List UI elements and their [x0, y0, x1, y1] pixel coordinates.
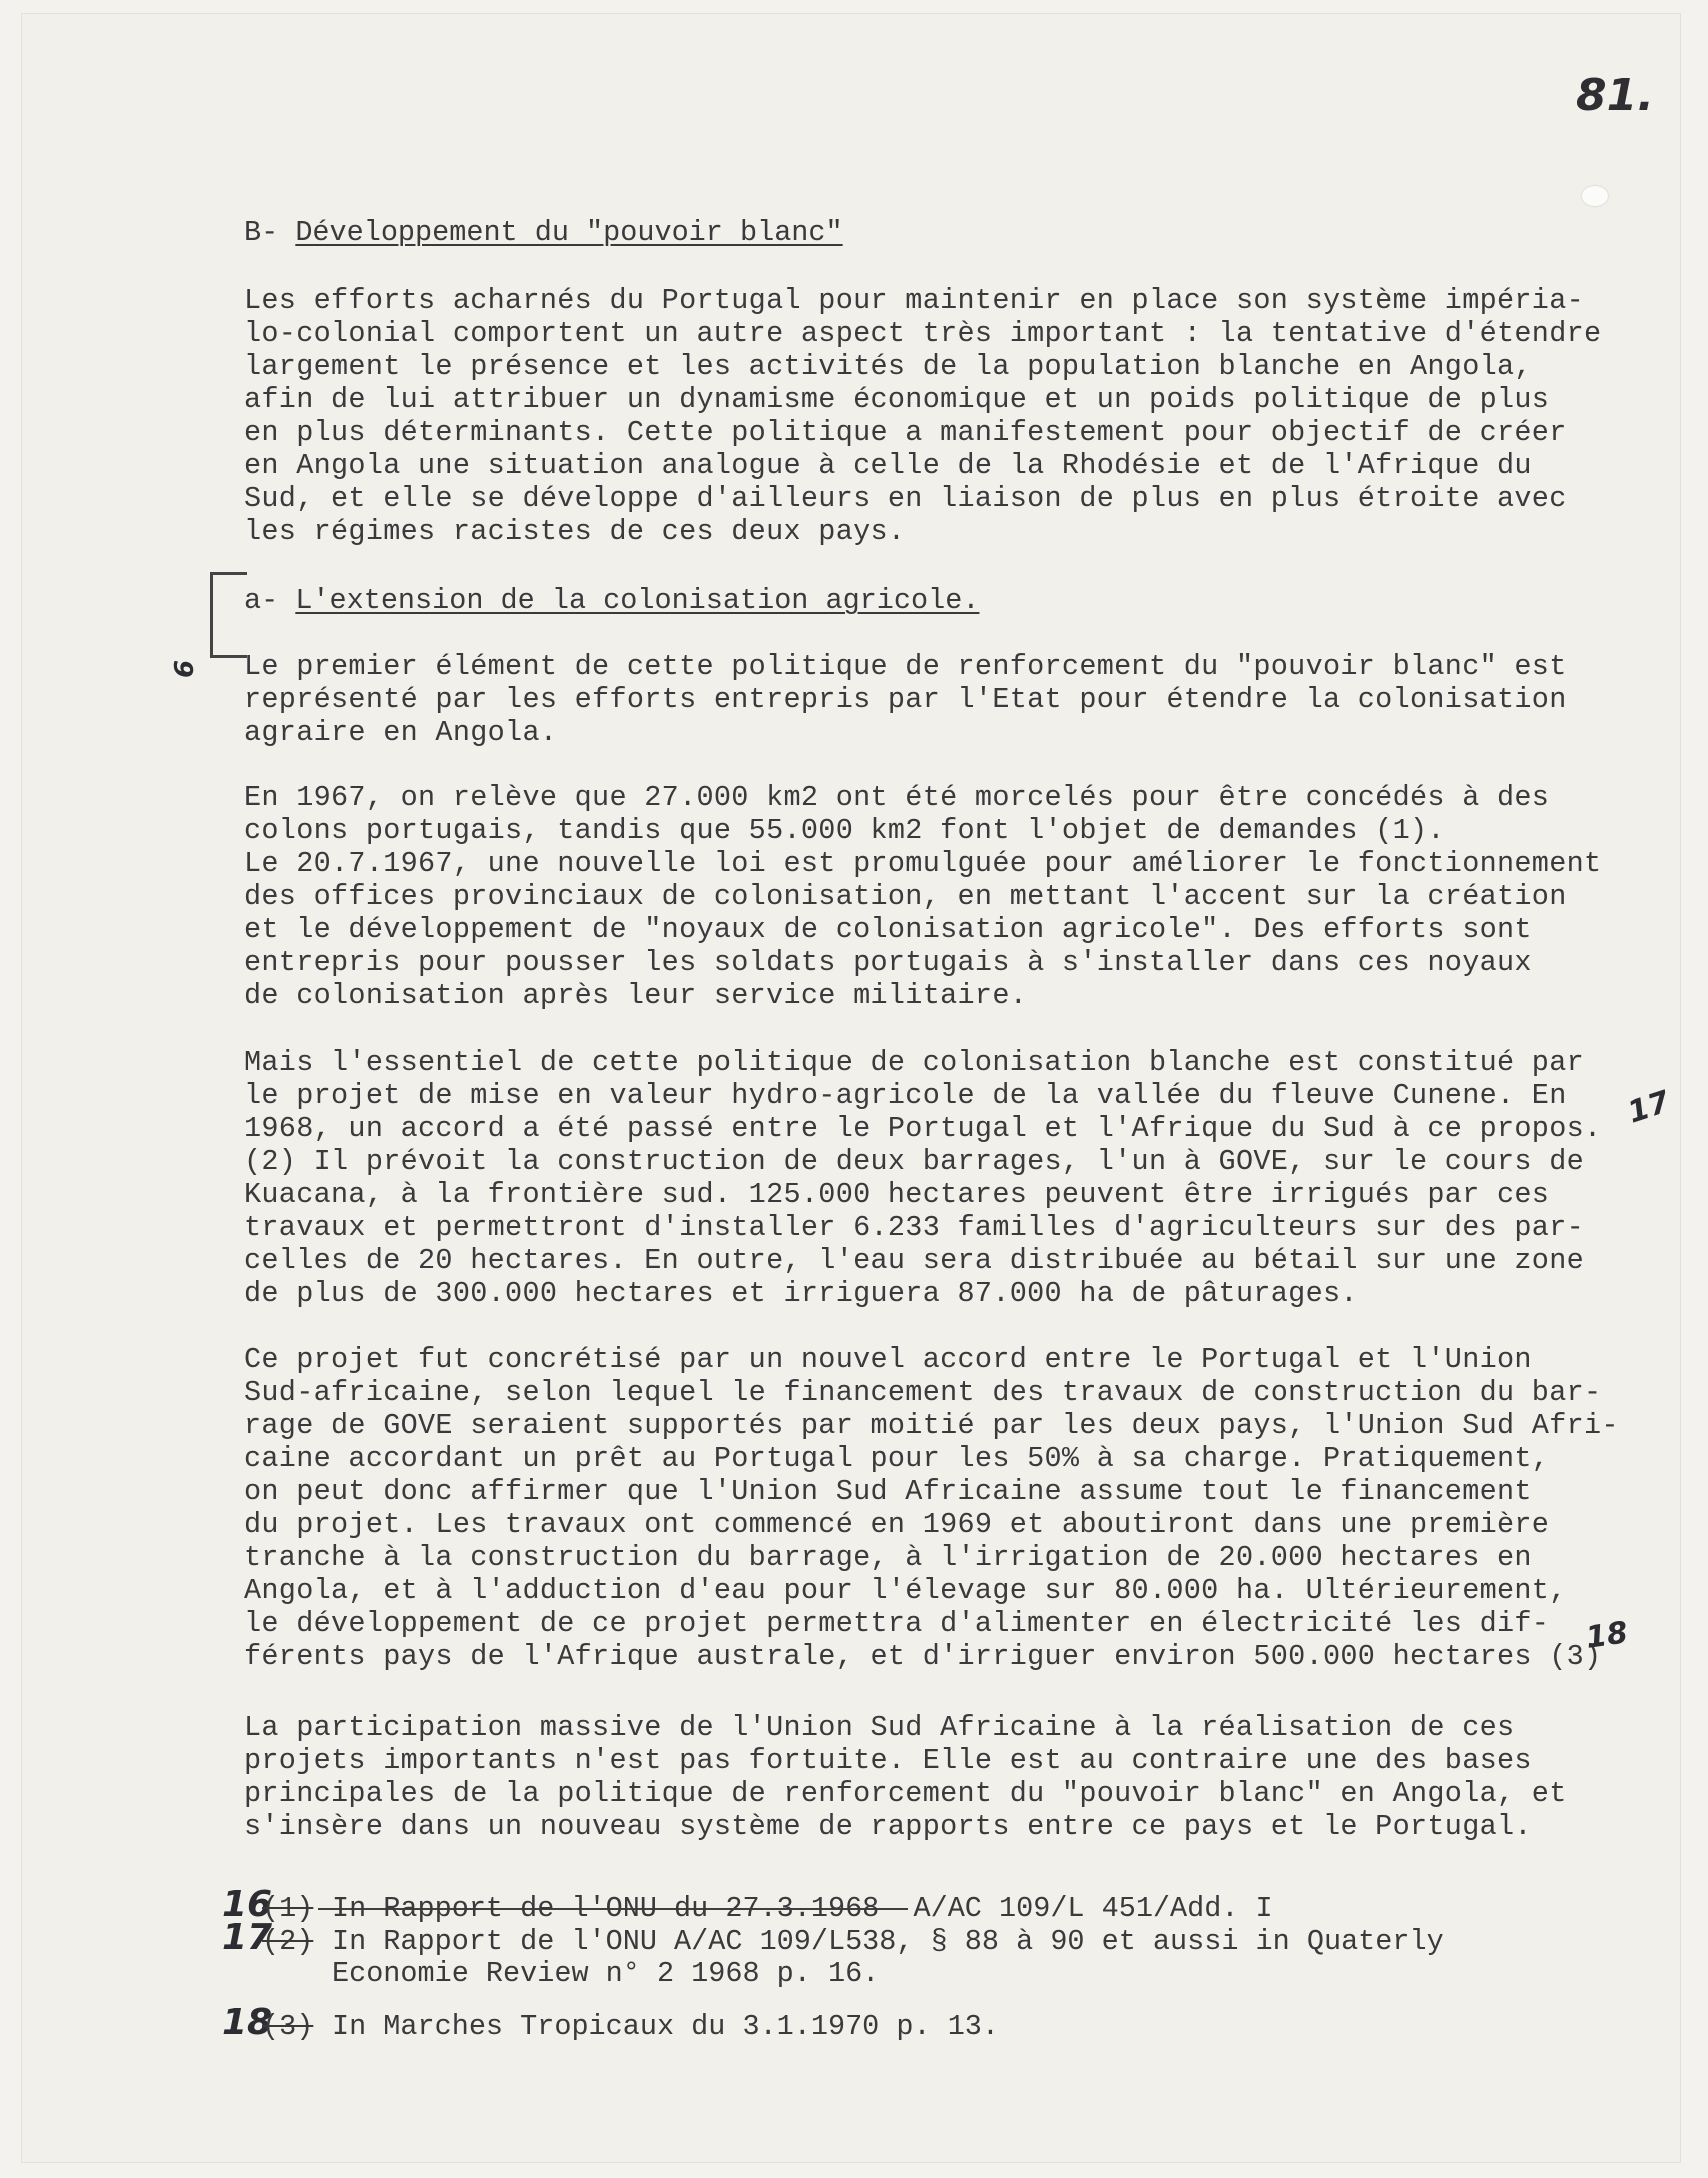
text-line: les régimes racistes de ces deux pays. — [244, 515, 906, 548]
paragraph-4 — [244, 1343, 1619, 1673]
text-line: Les efforts acharnés du Portugal pour maintenir en place son système impéria- — [244, 284, 1585, 317]
text-line: des offices provinciaux de colonisation, en mettant l'accent sur la création — [244, 880, 1567, 913]
text-line: Mais l'essentiel de cette politique de colonisation blanche est constitué par — [244, 1046, 1585, 1079]
text-line: de colonisation après leur service militaire. — [244, 979, 1028, 1012]
text-line: représenté par les efforts entrepris par l'Etat pour étendre la colonisation — [244, 683, 1567, 716]
footnote-hand-number: 17 — [222, 1917, 273, 1958]
footnote-text: Economie Review n° 2 1968 p. 16. — [332, 1957, 880, 1990]
section-heading-text: Développement du "pouvoir blanc" — [295, 216, 843, 249]
text-line: le projet de mise en valeur hydro-agricole de la vallée du fleuve Cunene. En — [244, 1079, 1567, 1112]
section-heading-prefix: B- — [244, 216, 296, 249]
text-line: celles de 20 hectares. En outre, l'eau sera distribuée au bétail sur une zone — [244, 1244, 1585, 1277]
paragraph-5 — [244, 1711, 1567, 1843]
text-line: Le 20.7.1967, une nouvelle loi est promulguée pour améliorer le fonctionnement — [244, 847, 1602, 880]
text-line: Le premier élément de cette politique de renforcement du "pouvoir blanc" est — [244, 650, 1567, 683]
handwritten-note-17: 17 — [1623, 1084, 1675, 1131]
section-heading — [244, 216, 843, 249]
text-line: en plus déterminants. Cette politique a manifestement pour objectif de créer — [244, 416, 1567, 449]
text-line: travaux et permettront d'installer 6.233 familles d'agriculteurs sur des par- — [244, 1211, 1585, 1244]
text-line: du projet. Les travaux ont commencé en 1969 et aboutiront dans une première — [244, 1508, 1550, 1541]
text-line: Angola, et à l'adduction d'eau pour l'élevage sur 80.000 ha. Ultérieurement, — [244, 1574, 1567, 1607]
text-line: principales de la politique de renforcement du "pouvoir blanc" en Angola, et — [244, 1777, 1567, 1810]
text-line: Sud, et elle se développe d'ailleurs en liaison de plus en plus étroite avec — [244, 482, 1567, 515]
text-line: férents pays de l'Afrique australe, et d'irriguer environ 500.000 hectares (3) — [244, 1640, 1602, 1673]
text-line: caine accordant un prêt au Portugal pour les 50% à sa charge. Pratiquement, — [244, 1442, 1550, 1475]
text-line: s'insère dans un nouveau système de rapports entre ce pays et le Portugal. — [244, 1810, 1532, 1843]
text-line: En 1967, on relève que 27.000 km2 ont été morcelés pour être concédés à des — [244, 781, 1550, 814]
text-line: 1968, un accord a été passé entre le Portugal et l'Afrique du Sud à ce propos. — [244, 1112, 1602, 1145]
paragraph-1 — [244, 650, 1567, 749]
subsection-heading-text: L'extension de la colonisation agricole. — [295, 584, 980, 617]
paragraph-2 — [244, 781, 1601, 1012]
footnote-hand-number: 16 — [222, 1884, 273, 1925]
text-line: de plus de 300.000 hectares et irriguera 87.000 ha de pâturages. — [244, 1277, 1358, 1310]
text-line: Ce projet fut concrétisé par un nouvel accord entre le Portugal et l'Union — [244, 1343, 1532, 1376]
text-line: en Angola une situation analogue à celle de la Rhodésie et de l'Afrique du — [244, 449, 1532, 482]
margin-mark: 6 — [170, 659, 201, 679]
footnote-text: In Rapport de l'ONU A/AC 109/L538, § 88 à 90 et aussi in Quaterly — [332, 1925, 1444, 1958]
text-line: La participation massive de l'Union Sud Africaine à la réalisation de ces — [244, 1711, 1515, 1744]
text-line: largement le présence et les activités de la population blanche en Angola, — [244, 350, 1532, 383]
text-line: on peut donc affirmer que l'Union Sud Africaine assume tout le financement — [244, 1475, 1532, 1508]
text-line: Kuacana, à la frontière sud. 125.000 hectares peuvent être irrigués par ces — [244, 1178, 1550, 1211]
text-line: lo-colonial comportent un autre aspect très important : la tentative d'étendre — [244, 317, 1602, 350]
text-line: le développement de ce projet permettra d'alimenter en électricité les dif- — [244, 1607, 1550, 1640]
text-line: (2) Il prévoit la construction de deux barrages, l'un à GOVE, sur le cours de — [244, 1145, 1585, 1178]
footnote-hand-number: 18 — [222, 2002, 273, 2043]
paragraph-3 — [244, 1046, 1601, 1310]
handwritten-note-18: 18 — [1583, 1615, 1630, 1656]
text-line: et le développement de "noyaux de colonisation agricole". Des efforts sont — [244, 913, 1532, 946]
text-line: tranche à la construction du barrage, à l'irrigation de 20.000 hectares en — [244, 1541, 1532, 1574]
punch-hole — [1582, 186, 1608, 206]
margin-bracket — [210, 572, 247, 658]
footnote-marker: (3) — [262, 2010, 314, 2043]
text-line: afin de lui attribuer un dynamisme économique et un poids politique de plus — [244, 383, 1550, 416]
text-line: colons portugais, tandis que 55.000 km2 font l'objet de demandes (1). — [244, 814, 1445, 847]
text-line: Sud-africaine, selon lequel le financement des travaux de construction du bar- — [244, 1376, 1602, 1409]
intro-paragraph — [244, 284, 1601, 548]
footnote-text: In Rapport de l'ONU du 27.3.1968 A/AC 109/L 451/Add. I — [332, 1892, 1273, 1925]
text-line: entrepris pour pousser les soldats portugais à s'installer dans ces noyaux — [244, 946, 1532, 979]
page-number: 81. — [1576, 70, 1654, 121]
text-line: rage de GOVE seraient supportés par moitié par les deux pays, l'Union Sud Afri- — [244, 1409, 1619, 1442]
subsection-heading — [244, 584, 979, 617]
subsection-heading-prefix: a- — [244, 584, 296, 617]
footnote-marker: (2) — [262, 1925, 314, 1958]
footnote-marker: (1) — [262, 1892, 314, 1925]
text-line: projets importants n'est pas fortuite. Elle est au contraire une des bases — [244, 1744, 1532, 1777]
text-line: agraire en Angola. — [244, 716, 558, 749]
footnote-text: In Marches Tropicaux du 3.1.1970 p. 13. — [332, 2010, 1000, 2043]
